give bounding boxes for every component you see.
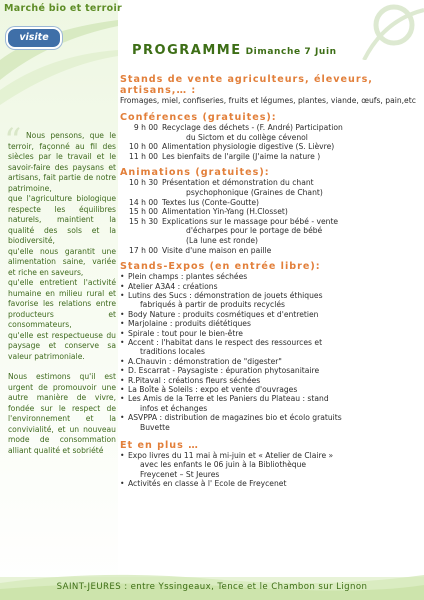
section-title: Et en plus … <box>120 440 199 452</box>
list-item: • ASVPPA : distribution de magazines bio et écolo gratuits Buvette <box>120 413 420 432</box>
schedule-time: 11 h 00 <box>129 151 158 161</box>
schedule-row <box>120 178 420 188</box>
schedule-time: 15 h 30 <box>129 216 158 226</box>
schedule-row <box>120 188 420 198</box>
section-stands-vente <box>120 74 420 106</box>
schedule-desc: Présentation et démonstration du chant <box>162 178 314 188</box>
list-item: • Les Amis de la Terre et les Paniers du Plateau : stand infos et échanges <box>120 394 420 413</box>
section-conferences <box>120 112 420 161</box>
manifesto-paragraph: qu'elle est respectueuse du paysage et conserve sa valeur patrimoniale. <box>8 330 116 361</box>
schedule-desc: Visite d'une maison en paille <box>162 245 272 255</box>
section-en-plus <box>120 440 420 489</box>
schedule-desc: psychophonique (Graines de Chant) <box>186 187 323 197</box>
leaf-decoration-icon <box>344 0 424 60</box>
list-item: • Accent : l'habitat dans le respect des ressources et traditions locales <box>120 338 420 357</box>
schedule-desc: (La lune est ronde) <box>186 235 258 245</box>
schedule-time: 17 h 00 <box>129 245 158 255</box>
list-item: • Atelier A3A4 : créations <box>120 282 420 291</box>
schedule-row <box>120 246 420 256</box>
list-item: • Spirale : tout pour le bien-être <box>120 329 420 338</box>
schedule-time: 14 h 00 <box>129 197 158 207</box>
schedule-desc: du Sictom et du collège cévenol <box>186 132 308 142</box>
section-title: Stands de vente agriculteurs, éleveurs, artisans,… : <box>120 74 373 96</box>
schedule-desc: Alimentation Yin-Yang (H.Closset) <box>162 207 288 217</box>
schedule-row <box>120 152 420 162</box>
list-item: • D. Escarrat - Paysagiste : épuration phytosanitaire <box>120 366 420 375</box>
manifesto-paragraph: Nous estimons qu'il est urgent de promouvoir une autre manière de vivre, fondée sur le respect de l'environnement et la convivialité, et un nouveau mode de consommation alliant qualité et sobriété <box>8 372 116 455</box>
list-item: • Expo livres du 11 mai à mi-juin et « Atelier de Claire » avec les enfants le 06 juin à la Bibliothèque Freycenet – St Jeures <box>120 451 420 479</box>
schedule-row <box>120 226 420 236</box>
section-text: Fromages, miel, confiseries, fruits et légumes, plantes, viande, œufs, pain,etc <box>120 96 416 105</box>
section-animations <box>120 167 420 255</box>
schedule-desc: Recyclage des déchets - (F. André) Participation <box>162 123 343 132</box>
schedule-row <box>120 217 420 227</box>
schedule-row <box>120 236 420 246</box>
quote-mark-icon: “ <box>4 121 22 161</box>
list-item: • Plein champs : plantes séchées <box>120 272 420 281</box>
schedule-desc: Explications sur le massage pour bébé - vente <box>162 216 339 226</box>
schedule-row <box>120 133 420 143</box>
left-column <box>0 0 122 600</box>
footer-location: SAINT-JEURES : entre Yssingeaux, Tence et le Chambon sur Lignon <box>56 582 368 592</box>
programme-heading: PROGRAMME <box>132 43 242 58</box>
programme-content <box>120 74 420 495</box>
schedule-row <box>120 198 420 208</box>
schedule-time: 9 h 00 <box>133 123 158 132</box>
list-item: • La Boîte à Soleils : expo et vente d'ouvrages <box>120 385 420 394</box>
schedule-time: 10 h 00 <box>129 142 158 152</box>
schedule-desc: Textes lus (Conte-Goutte) <box>162 197 260 207</box>
section-title: Conférences (gratuites): <box>120 112 277 123</box>
visite-badge: visite <box>6 27 62 49</box>
schedule-time: 10 h 30 <box>129 178 158 188</box>
schedule-row <box>120 142 420 152</box>
section-title: Stands-Expos (en entrée libre): <box>120 261 321 273</box>
manifesto-paragraph: Nous pensons, que le terroir, façonné au fil des siècles par le travail et le savoir-faire des paysans et artisans, fait partie de notre patrimoine, <box>8 131 116 193</box>
section-title: Animations (gratuites): <box>120 167 270 179</box>
manifesto-text <box>8 131 116 466</box>
section-stands-expos <box>120 261 420 432</box>
schedule-desc: Alimentation physiologie digestive (S. Lièvre) <box>162 142 335 152</box>
schedule-desc: Les bienfaits de l'argile (J'aime la nature ) <box>162 151 321 161</box>
extras-list <box>120 451 420 489</box>
manifesto-paragraph: qu'elle nous garantit une alimentation saine, variée et riche en saveurs, <box>8 246 116 277</box>
list-item: • Marjolaine : produits diététiques <box>120 319 420 328</box>
list-item: • A.Chauvin : démonstration de "digester" <box>120 357 420 366</box>
schedule-row <box>120 123 420 133</box>
programme-title <box>132 43 337 58</box>
schedule-desc: d'écharpes pour le portage de bébé <box>186 226 323 236</box>
brand-name: Marché bio et terroir <box>4 3 122 14</box>
list-item: • R.Pitaval : créations fleurs séchées <box>120 376 420 385</box>
schedule-row <box>120 207 420 217</box>
exhibitor-list <box>120 272 420 432</box>
programme-date: Dimanche 7 Juin <box>245 47 337 57</box>
list-item: • Activités en classe à l' Ecole de Freycenet <box>120 479 420 488</box>
manifesto-paragraph: que l'agriculture biologique respecte les équilibres naturels, maintient la qualité des sols et la biodiversité, <box>8 194 116 245</box>
manifesto-paragraph: qu'elle entretient l'activité humaine en milieu rural et favorise les relations entre producteurs et consommateurs, <box>8 278 116 329</box>
schedule-time: 15 h 00 <box>129 207 158 217</box>
list-item: • Body Nature : produits cosmétiques et d'entretien <box>120 310 420 319</box>
list-item: • Lutins des Sucs : démonstration de jouets éthiques fabriqués à partir de produits recyclés <box>120 291 420 310</box>
